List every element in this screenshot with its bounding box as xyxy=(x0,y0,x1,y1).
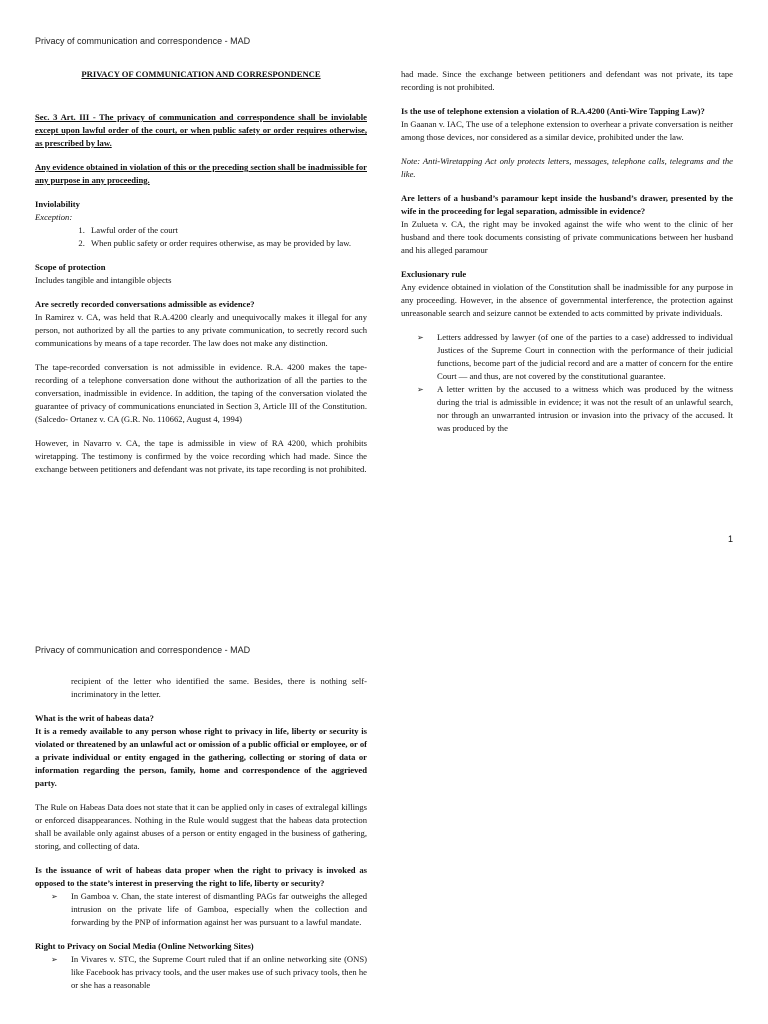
inviolability-heading: Inviolability xyxy=(35,199,80,209)
social-media-heading: Right to Privacy on Social Media (Online Networking Sites) xyxy=(35,941,254,951)
gamboa-bullets xyxy=(35,890,367,929)
habeas-data-definition: It is a remedy available to any person whose right to privacy in life, liberty or security is violated or threatened by an unlawful act or omission of a public official or employee, or of a private individual or entity engaged in the gathering, collecting or storing of data or information regarding the person, family, home and correspondence of the aggrieved party. xyxy=(35,726,367,788)
gaanan-paragraph: In Gaanan v. IAC, The use of a telephone extension to overhear a private conversation is neither among those devices, nor considered as a similar device, prohibited under the law. xyxy=(401,119,733,142)
left-column xyxy=(35,68,367,474)
arrow-bullet-icon: ➢ xyxy=(51,955,58,964)
arrow-bullet-icon: ➢ xyxy=(417,385,424,394)
exclusionary-bullets xyxy=(401,331,733,435)
exclusionary-heading: Exclusionary rule xyxy=(401,269,467,279)
question-issuance: Is the issuance of writ of habeas data proper when the right to privacy is invoked as opposed to the state’s interest in preserving the right to life, liberty or security? xyxy=(35,865,367,888)
page-header: Privacy of communication and correspondence - MAD xyxy=(35,645,251,655)
page-gap xyxy=(0,575,768,615)
zulueta-paragraph: In Zulueta v. CA, the right may be invoked against the wife who went to the clinic of her husband and there took documents consisting of private communications between her husband and his alleged paramour xyxy=(401,219,733,255)
exception-label: Exception: xyxy=(35,212,73,222)
list-item: 1. Lawful order of the court xyxy=(87,224,367,237)
document-page-2 xyxy=(0,615,768,1024)
vivares-bullets xyxy=(35,953,367,992)
scope-heading: Scope of protection xyxy=(35,262,106,272)
question-paramour-letters: Are letters of a husband’s paramour kept inside the husband’s drawer, presented by the wife in the proceeding for legal separation, admissible in evidence? xyxy=(401,193,733,216)
list-item: ➢ Letters addressed by lawyer (of one of the parties to a case) addressed to individual Justices of the Supreme Court in connection with the performance of their judicial functions, become part of the judicial record and are a matter of concern for the entire Court — and thus, are not covered by the constitutional guarantee. xyxy=(417,332,733,381)
exclusionary-text: Any evidence obtained in violation of the Constitution shall be inadmissible for any purpose in any proceeding. However, in the absence of governmental interference, the protection against unreasonable search and seizure cannot be extended to acts committed by private individuals. xyxy=(401,282,733,318)
arrow-bullet-icon: ➢ xyxy=(51,892,58,901)
note-text: Note: Anti-Wiretapping Act only protects letters, messages, telephone calls, telegrams and the like. xyxy=(401,156,733,179)
list-item: 2. When public safety or order requires otherwise, as may be provided by law. xyxy=(87,237,367,250)
evidence-provision: Any evidence obtained in violation of this or the preceding section shall be inadmissible for any purpose in any proceeding. xyxy=(35,162,367,185)
page-header: Privacy of communication and correspondence - MAD xyxy=(35,36,251,46)
scope-text: Includes tangible and intangible objects xyxy=(35,275,172,285)
list-item: ➢ In Gamboa v. Chan, the state interest of dismantling PAGs far outweighs the alleged intrusion on the private life of Gamboa, especially when the collection and forwarding by the PNP of information against her was pursuant to a lawful mandate. xyxy=(51,891,367,927)
ramirez-paragraph: In Ramirez v. CA, was held that R.A.4200 clearly and unequivocally makes it illegal for any person, not authorized by all the parties to any private communication, to secretly record such communications by means of a tape recorder. The law does not make any distinction. xyxy=(35,312,367,348)
letter-continuation: recipient of the letter who identified the same. Besides, there is nothing self-incriminatory in the letter. xyxy=(71,676,367,699)
rule-habeas-paragraph: The Rule on Habeas Data does not state that it can be applied only in cases of extralegal killings or enforced disappearances. Nothing in the Rule would suggest that the habeas data protection shall be available only against abuses of a person or entity engaged in the business of gathering, storing, and collecting of data. xyxy=(35,802,367,851)
left-column xyxy=(35,675,367,1003)
navarro-continuation: had made. Since the exchange between petitioners and defendant was not private, its tape recording is not prohibited. xyxy=(401,69,733,92)
list-item: ➢ In Vivares v. STC, the Supreme Court ruled that if an online networking site (ONS) like Facebook has privacy tools, and the user makes use of such privacy tools, then he or she has a reasonable xyxy=(51,954,367,990)
exception-list xyxy=(35,224,367,250)
arrow-bullet-icon: ➢ xyxy=(417,333,424,342)
question-recorded-conversations: Are secretly recorded conversations admissible as evidence? xyxy=(35,299,255,309)
question-habeas-data: What is the writ of habeas data? xyxy=(35,713,154,723)
page-number: 1 xyxy=(727,534,733,544)
question-telephone-extension: Is the use of telephone extension a violation of R.A.4200 (Anti-Wire Tapping Law)? xyxy=(401,106,705,116)
list-item: ➢ A letter written by the accused to a witness which was produced by the witness during the trial is admissible in evidence; it was not the result of an unlawful search, nor through an unwarranted intrusion or invasion into the privacy of the accused. It was produced by the xyxy=(417,384,733,433)
salcedo-paragraph: The tape-recorded conversation is not admissible in evidence. R.A. 4200 makes the tape-recording of a telephone conversation done without the authorization of all the parties to the conversation, inadmissible in evidence. In addition, the taping of the conversation violated the guarantee of privacy of communications enunciated in Section 3, Article III of the Constitution. (Salcedo- Ortanez v. CA (G.R. No. 110662, August 4, 1994) xyxy=(35,362,367,424)
sec3-provision: Sec. 3 Art. III - The privacy of communication and correspondence shall be inviolable except upon lawful order of the court, or when public safety or order requires otherwise, as prescribed by law. xyxy=(35,112,367,148)
right-column xyxy=(401,68,733,446)
document-title: PRIVACY OF COMMUNICATION AND CORRESPONDENCE xyxy=(81,69,321,79)
navarro-paragraph: However, in Navarro v. CA, the tape is admissible in view of RA 4200, which prohibits wiretapping. The testimony is confirmed by the voice recording which had made. Since the exchange between petitioners and defendant was not private, its tape recording is not prohibited. xyxy=(35,438,367,474)
